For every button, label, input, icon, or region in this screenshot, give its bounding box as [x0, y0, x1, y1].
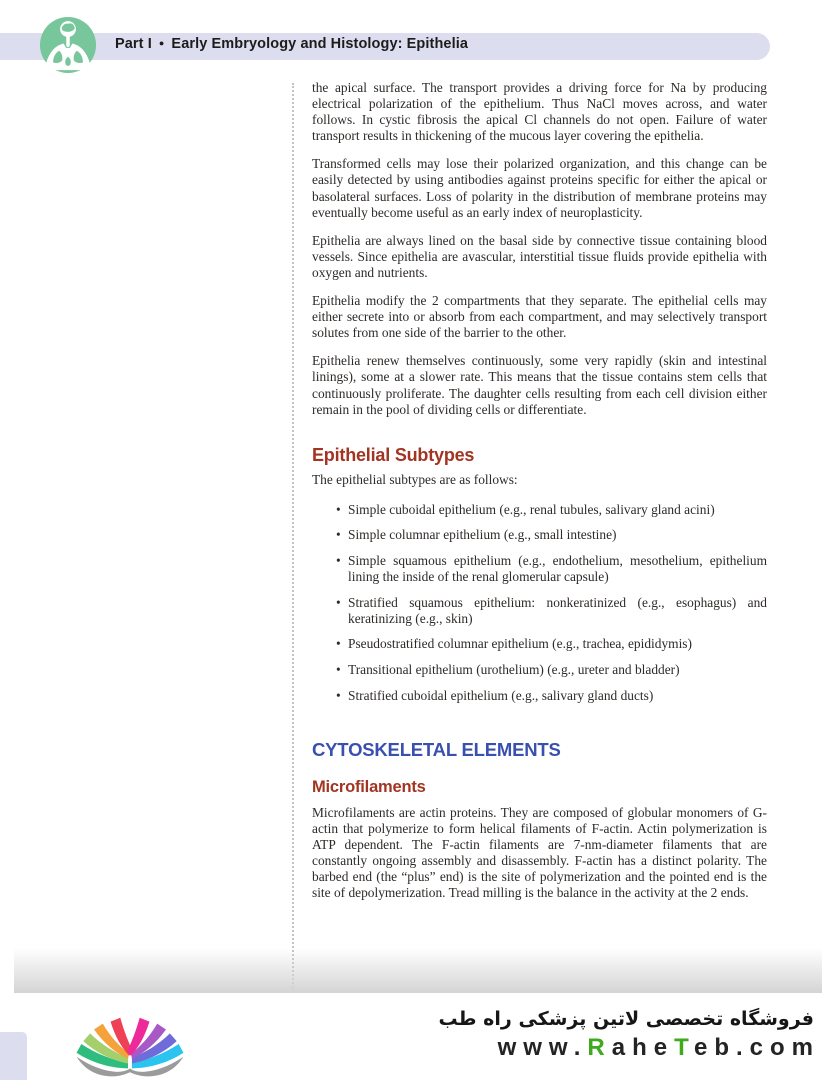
body-paragraph: Epithelia renew themselves continuously, some very rapidly (skin and intestinal linings), some at a slower rate. This means that the tissue contains stem cells that continuously proliferate. The daughter cells resulting from each cell division either remain in the pool of dividing cells or differentiate.: [312, 353, 767, 417]
subtype-list: [312, 502, 767, 704]
part-label: Part I: [115, 36, 152, 52]
section-heading-epithelial-subtypes: Epithelial Subtypes: [312, 444, 475, 465]
list-item: • Stratified cuboidal epithelium (e.g., salivary gland ducts): [336, 688, 767, 704]
footer-branding: [400, 1008, 820, 1062]
anatomy-figure-icon: [39, 16, 97, 74]
chapter-title: Early Embryology and Histology: Epithelia: [171, 36, 468, 52]
subtypes-intro: The epithelial subtypes are as follows:: [312, 471, 518, 487]
rainbow-book-icon: [66, 1010, 194, 1080]
running-header: [115, 36, 755, 52]
page-scan-shadow: [14, 948, 822, 993]
section-heading-microfilaments: Microfilaments: [312, 777, 426, 796]
body-paragraph: Transformed cells may lose their polarized organization, and this change can be easily detected by using antibodies against proteins specific for either the apical or basolateral surfaces. Loss of polarity in the distribution of membrane proteins may eventually become useful as an early index of neuroplasticity.: [312, 156, 767, 220]
list-item: • Transitional epithelium (urothelium) (e.g., ureter and bladder): [336, 662, 767, 678]
section-heading-cytoskeletal-elements: CYTOSKELETAL ELEMENTS: [312, 738, 561, 760]
website-url: www.RaheTeb.com: [497, 1034, 820, 1061]
shop-name-farsi: فروشگاه تخصصی لاتین پزشکی راه طب: [438, 1008, 814, 1030]
body-paragraph: Epithelia modify the 2 compartments that they separate. The epithelial cells may either secrete into or absorb from each compartment, and may selectively transport solutes from one side of the barrier to the other.: [312, 293, 767, 341]
list-item: • Simple squamous epithelium (e.g., endothelium, mesothelium, epithelium lining the inside of the renal glomerular capsule): [336, 553, 767, 585]
body-paragraph: the apical surface. The transport provides a driving force for Na by producing electrical polarization of the epithelium. Thus NaCl moves across, and water follows. In cystic fibrosis the apical Cl channels do not open. Failure of water transport results in thickening of the mucous layer covering the epithelia.: [312, 80, 767, 144]
list-item: • Simple columnar epithelium (e.g., small intestine): [336, 527, 767, 543]
body-paragraph: Microfilaments are actin proteins. They are composed of globular monomers of G-actin that polymerize to form helical filaments of F-actin. Actin polymerization is ATP dependent. The F-actin filaments are 7-nm-diameter filaments that are constantly ongoing assembly and disassembly. F-actin has a distinct polarity. The barbed end (the “plus” end) is the site of polymerization and the pointed end is the site of depolymerization. Tread milling is the balance in the activity at the 2 ends.: [312, 804, 767, 901]
list-item: • Stratified squamous epithelium: nonkeratinized (e.g., esophagus) and keratinizing (e.g., skin): [336, 595, 767, 627]
list-item: • Pseudostratified columnar epithelium (e.g., trachea, epididymis): [336, 636, 767, 652]
main-text-column: [312, 80, 767, 913]
list-item: • Simple cuboidal epithelium (e.g., renal tubules, salivary gland acini): [336, 502, 767, 518]
bullet-separator-icon: ●: [158, 38, 165, 48]
column-dotted-rule: [292, 83, 294, 991]
corner-tab: [0, 1032, 27, 1080]
body-paragraph: Epithelia are always lined on the basal side by connective tissue containing blood vessels. Since epithelia are avascular, interstitial tissue fluids provide epithelia with oxygen and nutrients.: [312, 232, 767, 280]
